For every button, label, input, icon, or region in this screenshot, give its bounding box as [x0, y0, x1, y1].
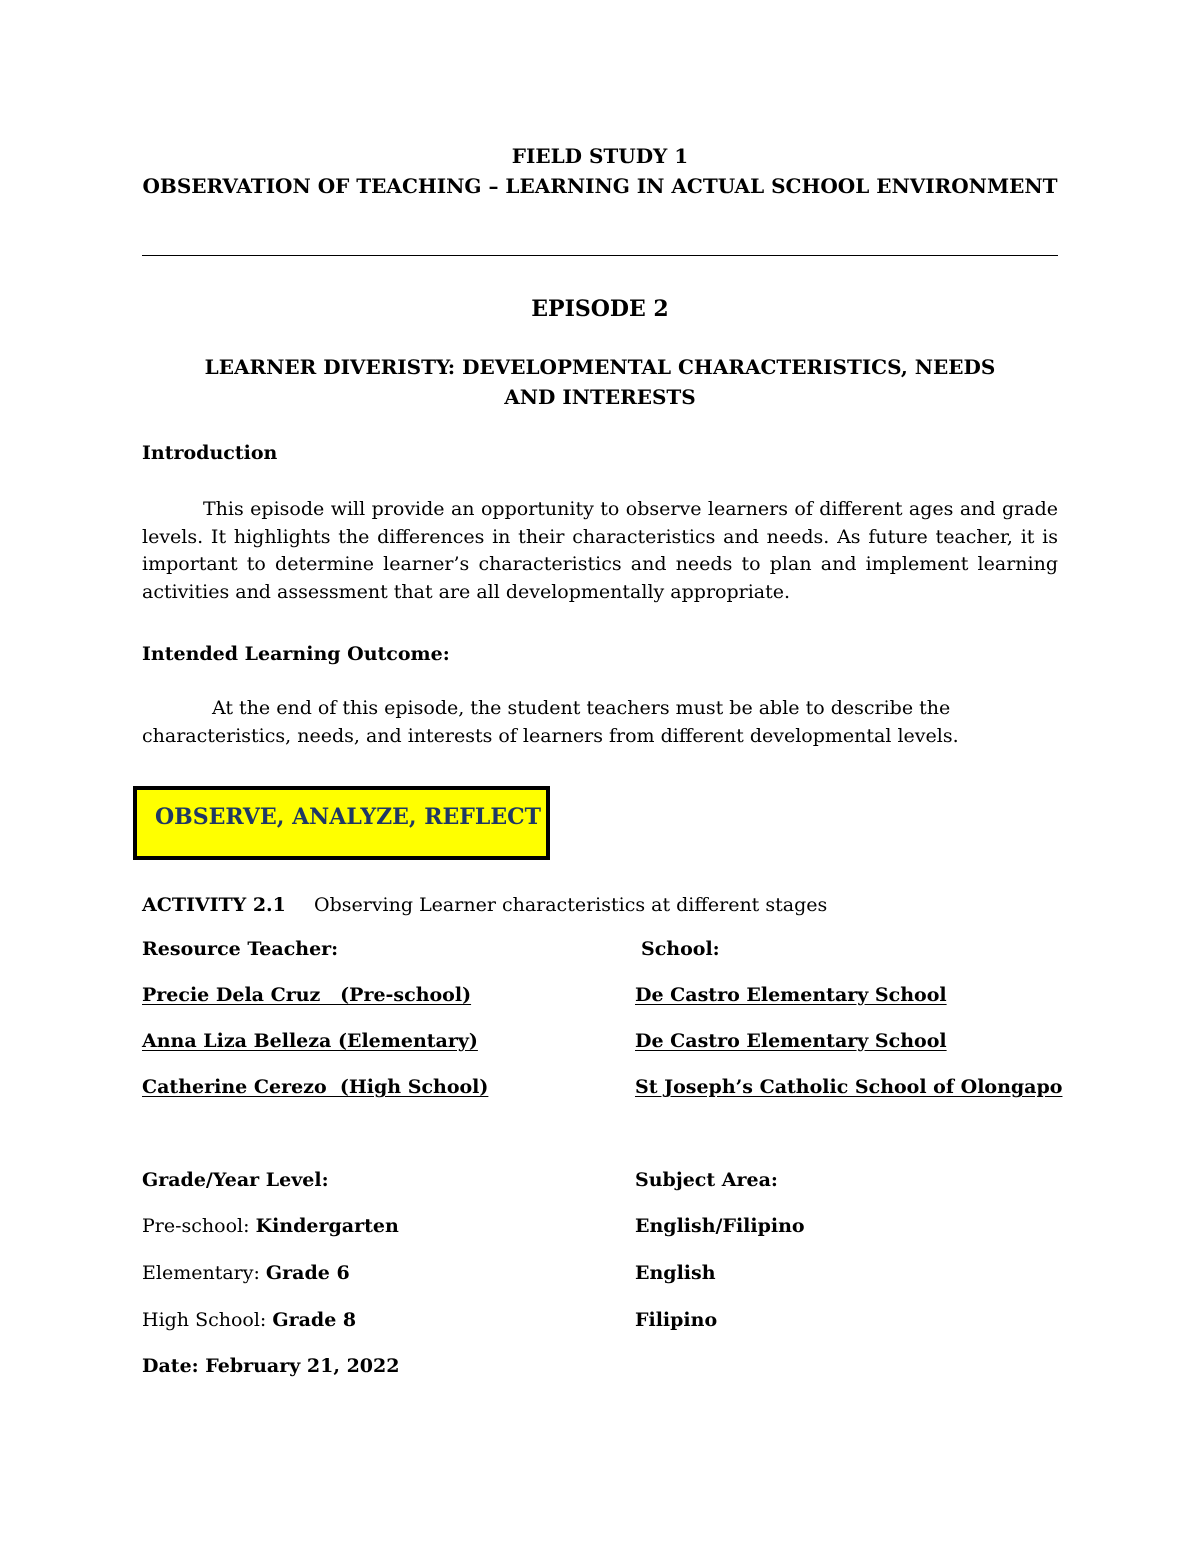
school-heading: School:	[641, 938, 720, 960]
level-label: High School:	[142, 1309, 273, 1331]
school-preschool: De Castro Elementary School	[635, 984, 947, 1006]
episode-subtitle-line2: AND INTERESTS	[504, 385, 696, 409]
introduction-paragraph	[142, 496, 1058, 606]
teacher-preschool: Precie Dela Cruz (Pre-school)	[142, 984, 472, 1006]
subject-preschool: English/Filipino	[635, 1215, 805, 1237]
school-highschool: St Joseph’s Catholic School of Olongapo	[635, 1076, 1063, 1098]
school-elementary: De Castro Elementary School	[635, 1030, 947, 1052]
banner-label: OBSERVE, ANALYZE, REFLECT	[155, 804, 542, 830]
activity-number: ACTIVITY 2.1	[142, 894, 286, 916]
introduction-text: This episode will provide an opportunity to observe learners of different ages and grade levels. It highlights the differences in their characteristics and needs. As future teacher, it is important to determine learner’s characteristics and needs to plan and implement learning activities and assessment that are all developmentally appropriate.	[142, 498, 1058, 603]
subject-elementary: English	[635, 1262, 716, 1284]
level-value: Grade 8	[272, 1309, 357, 1331]
level-label: Pre-school:	[142, 1215, 256, 1237]
resource-teacher-heading: Resource Teacher:	[142, 938, 339, 960]
document-subtitle: OBSERVATION OF TEACHING – LEARNING IN ACTUAL SCHOOL ENVIRONMENT	[142, 174, 1058, 198]
grade-level-heading: Grade/Year Level:	[142, 1169, 329, 1191]
subject-area-heading: Subject Area:	[635, 1169, 778, 1191]
activity-title: Observing Learner characteristics at different stages	[314, 894, 828, 916]
level-value: Kindergarten	[255, 1215, 399, 1237]
level-value: Grade 6	[265, 1262, 350, 1284]
teacher-highschool: Catherine Cerezo (High School)	[142, 1076, 489, 1098]
observe-analyze-reflect-banner	[133, 786, 550, 860]
introduction-heading: Introduction	[142, 442, 278, 464]
outcome-text-line1: At the end of this episode, the student teachers must be able to describe the	[212, 697, 951, 719]
level-row-elementary	[142, 1262, 350, 1284]
level-row-preschool	[142, 1215, 399, 1237]
level-label: Elementary:	[142, 1262, 266, 1284]
episode-title: EPISODE 2	[531, 296, 669, 322]
episode-subtitle-line1: LEARNER DIVERISTY: DEVELOPMENTAL CHARACTERISTICS, NEEDS	[204, 355, 996, 379]
level-row-highschool	[142, 1309, 356, 1331]
subject-highschool: Filipino	[635, 1309, 718, 1331]
horizontal-divider	[142, 255, 1058, 256]
teacher-elementary: Anna Liza Belleza (Elementary)	[142, 1030, 478, 1052]
observation-date: Date: February 21, 2022	[142, 1355, 400, 1377]
outcome-heading: Intended Learning Outcome:	[142, 643, 450, 665]
document-title: FIELD STUDY 1	[511, 144, 689, 168]
outcome-text-line2: characteristics, needs, and interests of learners from different developmental levels.	[142, 725, 959, 747]
